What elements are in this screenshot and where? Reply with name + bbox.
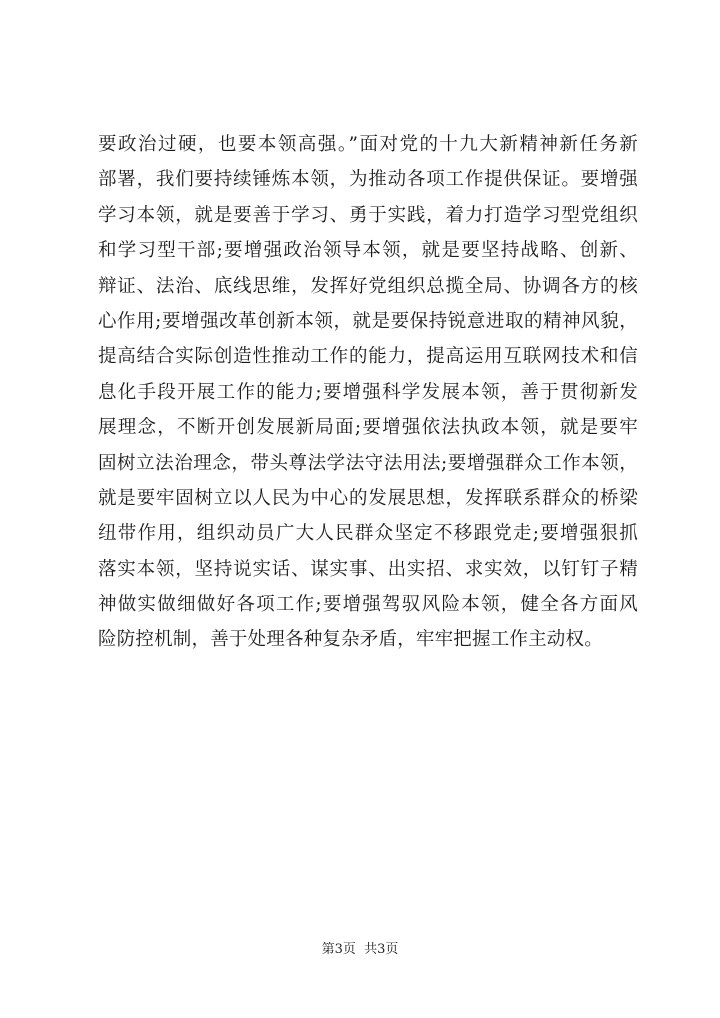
text-line: 息化手段开展工作的能力;要增强科学发展本领，善于贯彻新发 [98,381,638,403]
text-line: 辩证、法治、底线思维，发挥好党组织总揽全局、协调各方的核 [98,275,638,297]
page-number: 第3页 [321,942,356,957]
page-footer [0,938,720,957]
text-line: 神做实做细做好各项工作;要增强驾驭风险本领，健全各方面风 [98,594,638,616]
text-line: 和学习型干部;要增强政治领导本领，就是要坚持战略、创新、 [98,240,638,262]
text-line: 心作用;要增强改革创新本领，就是要保持锐意进取的精神风貌， [98,310,638,332]
text-line: 就是要牢固树立以人民为中心的发展思想，发挥联系群众的桥梁 [98,487,638,509]
text-line: 展理念，不断开创发展新局面;要增强依法执政本领，就是要牢 [98,417,638,439]
text-line: 提高结合实际创造性推动工作的能力，提高运用互联网技术和信 [98,346,638,368]
text-line: 险防控机制，善于处理各种复杂矛盾，牢牢把握工作主动权。 [98,629,603,651]
text-line: 学习本领，就是要善于学习、勇于实践，着力打造学习型党组织 [98,204,638,226]
text-line: 落实本领，坚持说实话、谋实事、出实招、求实效，以钉钉子精 [98,558,638,580]
text-line: 要政治过硬，也要本领高强。”面对党的十九大新精神新任务新 [98,134,638,155]
text-line: 固树立法治理念，带头尊法学法守法用法;要增强群众工作本领， [98,452,638,474]
text-line: 部署，我们要持续锤炼本领，为推动各项工作提供保证。要增强 [98,169,638,191]
body-paragraph [98,127,638,658]
text-line: 纽带作用，组织动员广大人民群众坚定不移跟党走;要增强狠抓 [98,523,638,545]
page-total: 共3页 [364,942,399,957]
